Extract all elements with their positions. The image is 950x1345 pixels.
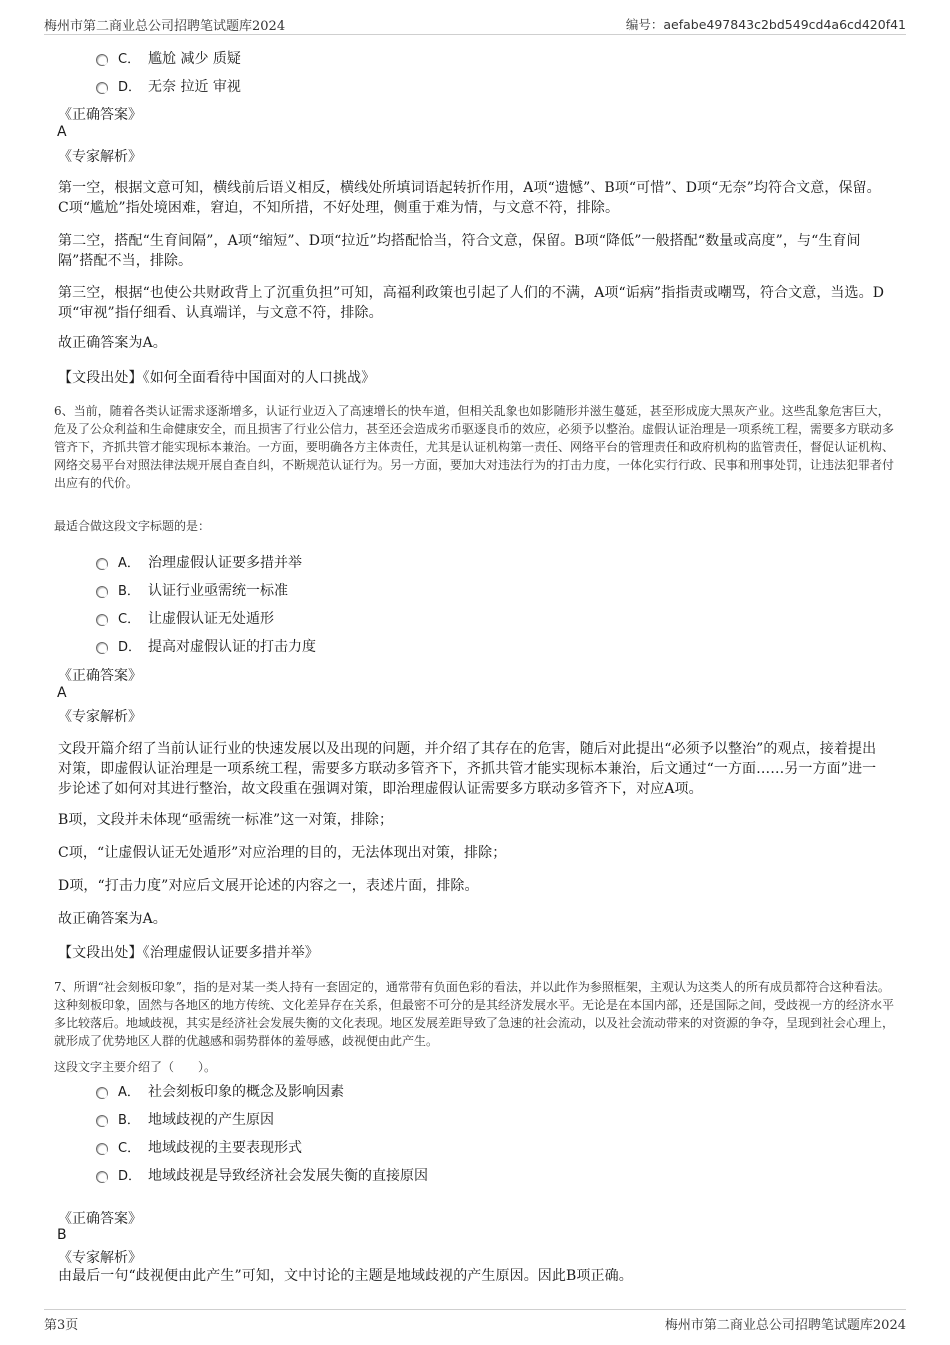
analysis-paragraph: 第三空，根据“也使公共财政背上了沉重负担”可知，高福利政策也引起了人们的不满，A项“诟病”指指责或嘲骂，符合文意，当选。D项“审视”指仔细看、认真端详，与文意不符，排除。 bbox=[58, 285, 885, 321]
analysis-paragraph: 由最后一句“歧视便由此产生”可知，文中讨论的主题是地域歧视的产生原因。因此B项正确。 bbox=[58, 1268, 633, 1284]
option-text: 提高对虚假认证的打击力度 bbox=[148, 639, 316, 655]
analysis-paragraph: 第二空，搭配“生育间隔”，A项“缩短”、D项“拉近”均搭配恰当，符合文意，保留。B项“降低”一般搭配“数量或高度”，与“生育间隔”搭配不当，排除。 bbox=[58, 233, 861, 269]
option-text: 治理虚假认证要多措并举 bbox=[148, 555, 302, 571]
source-citation: 【文段出处】《如何全面看待中国面对的人口挑战》 bbox=[58, 370, 376, 386]
radio-icon[interactable] bbox=[96, 1087, 108, 1099]
radio-icon[interactable] bbox=[96, 614, 108, 626]
analysis-paragraph: C项，“让虚假认证无处遁形”对应治理的目的，无法体现出对策，排除； bbox=[58, 845, 507, 861]
answer-value: A bbox=[57, 685, 67, 701]
radio-icon[interactable] bbox=[96, 82, 108, 94]
page-header bbox=[44, 14, 906, 35]
option-letter: B． bbox=[118, 584, 140, 599]
analysis-label: 《专家解析》 bbox=[58, 1250, 142, 1266]
option-letter: B． bbox=[118, 1113, 140, 1128]
answer-label: 《正确答案》 bbox=[58, 107, 142, 123]
footer-title: 梅州市第二商业总公司招聘笔试题库2024 bbox=[664, 1318, 906, 1333]
radio-icon[interactable] bbox=[96, 558, 108, 570]
page-footer bbox=[44, 1309, 906, 1332]
header-doc-id: 编号：aefabe497843c2bd549cd4a6cd420f41 bbox=[625, 17, 906, 32]
option-letter: D． bbox=[118, 80, 142, 95]
question-prompt: 最适合做这段文字标题的是： bbox=[54, 519, 211, 533]
analysis-conclusion: 故正确答案为A。 bbox=[58, 911, 167, 927]
radio-icon[interactable] bbox=[96, 54, 108, 66]
analysis-label: 《专家解析》 bbox=[58, 149, 142, 165]
analysis-paragraph: 文段开篇介绍了当前认证行业的快速发展以及出现的问题，并介绍了其存在的危害，随后对此提出“必须予以整治”的观点，接着提出对策，即虚假认证治理是一项系统工程，需要多方联动多管齐下，齐抓共管才能实现标本兼治，后文通过“一方面……另一方面”进一步论述了如何对其进行整治，故文段重在强调对策，即治理虚假认证需要多方联动多管齐下，对应A项。 bbox=[58, 741, 877, 797]
question-text: 6、当前，随着各类认证需求逐渐增多，认证行业迈入了高速增长的快车道，但相关乱象也如影随形并滋生蔓延，甚至形成庞大黑灰产业。这些乱象危害巨大，危及了公众利益和生命健康安全，而且损害了行业公信力，甚至还会造成劣币驱逐良币的效应，必须予以整治。虚假认证治理是一项系统工程，需要多方联动多管齐下，齐抓共管才能实现标本兼治。一方面，要明确各方主体责任，尤其是认证机构第一责任、网络平台的管理责任和政府机构的监管责任，督促认证机构、网络交易平台对照法律法规开展自查自纠，不断规范认证行为。另一方面，要加大对违法行为的打击力度，一体化实行行政、民事和刑事处罚，让违法犯罪者付出应有的代价。 bbox=[54, 404, 895, 490]
radio-icon[interactable] bbox=[96, 1115, 108, 1127]
option-text: 认证行业亟需统一标准 bbox=[148, 583, 288, 599]
option-text: 地域歧视的主要表现形式 bbox=[148, 1140, 302, 1156]
answer-label: 《正确答案》 bbox=[58, 1211, 142, 1227]
option-text: 地域歧视的产生原因 bbox=[148, 1112, 274, 1128]
option-letter: A． bbox=[118, 556, 140, 571]
option-text: 让虚假认证无处遁形 bbox=[148, 611, 274, 627]
option-text: 无奈 拉近 审视 bbox=[148, 79, 241, 95]
option-letter: D． bbox=[118, 640, 142, 655]
radio-icon[interactable] bbox=[96, 642, 108, 654]
page-number: 第3页 bbox=[44, 1318, 79, 1333]
option-letter: C． bbox=[118, 612, 141, 627]
source-citation: 【文段出处】《治理虚假认证要多措并举》 bbox=[58, 945, 319, 961]
analysis-conclusion: 故正确答案为A。 bbox=[58, 335, 167, 351]
radio-icon[interactable] bbox=[96, 1143, 108, 1155]
question-text: 7、所谓“社会刻板印象”，指的是对某一类人持有一套固定的，通常带有负面色彩的看法，并以此作为参照框架，主观认为这类人的所有成员都符合这种看法。这种刻板印象，固然与各地区的地方传统、文化差异存在关系，但最密不可分的是其经济发展水平。无论是在本国内部，还是国际之间，受歧视一方的经济水平多比较落后。地域歧视，其实是经济社会发展失衡的文化表现。地区发展差距导致了急速的社会流动，以及社会流动带来的对资源的争夺，呈现到社会心理上，就形成了优势地区人群的优越感和弱势群体的羞辱感，歧视便由此产生。 bbox=[54, 980, 895, 1048]
option-text: 地域歧视是导致经济社会发展失衡的直接原因 bbox=[148, 1168, 428, 1184]
analysis-label: 《专家解析》 bbox=[58, 709, 142, 725]
option-text: 社会刻板印象的概念及影响因素 bbox=[148, 1084, 344, 1100]
analysis-paragraph: D项，“打击力度”对应后文展开论述的内容之一，表述片面，排除。 bbox=[58, 878, 479, 894]
analysis-paragraph: 第一空，根据文意可知，横线前后语义相反，横线处所填词语起转折作用，A项“遗憾”、B项“可惜”、D项“无奈”均符合文意，保留。C项“尴尬”指处境困难，窘迫，不知所措，不好处理，侧重于难为情，与文意不符，排除。 bbox=[58, 180, 881, 216]
answer-value: B bbox=[57, 1227, 67, 1243]
question-prompt: 这段文字主要介绍了（ ）。 bbox=[54, 1060, 217, 1074]
radio-icon[interactable] bbox=[96, 1171, 108, 1183]
analysis-paragraph: B项，文段并未体现“亟需统一标准”这一对策，排除； bbox=[58, 812, 394, 828]
option-letter: A． bbox=[118, 1085, 140, 1100]
option-letter: C． bbox=[118, 52, 141, 67]
option-letter: D． bbox=[118, 1169, 142, 1184]
header-title: 梅州市第二商业总公司招聘笔试题库2024 bbox=[44, 19, 286, 34]
answer-value: A bbox=[57, 124, 67, 140]
radio-icon[interactable] bbox=[96, 586, 108, 598]
option-text: 尴尬 减少 质疑 bbox=[148, 51, 241, 67]
option-letter: C． bbox=[118, 1141, 141, 1156]
answer-label: 《正确答案》 bbox=[58, 668, 142, 684]
